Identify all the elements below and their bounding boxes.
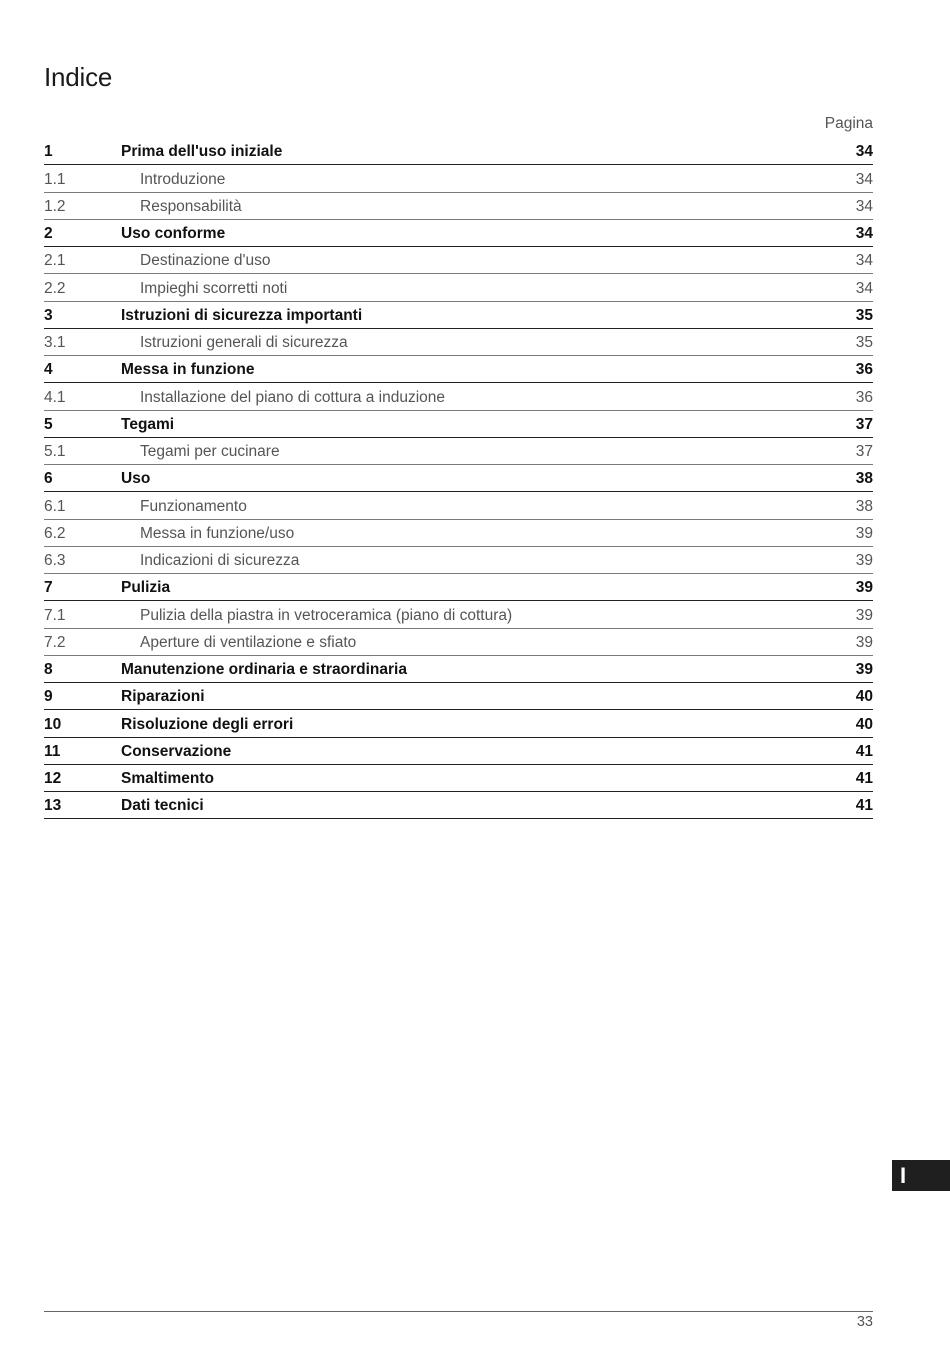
language-tab: I <box>892 1160 950 1191</box>
toc-entry-page: 34 <box>855 197 873 215</box>
toc-entry-title: Manutenzione ordinaria e straordinaria <box>121 661 407 678</box>
toc-chapter-row[interactable] <box>44 792 873 819</box>
toc-entry-number: 2.1 <box>44 252 66 270</box>
toc-entry-number: 9 <box>44 688 53 706</box>
toc-entry-title: Riparazioni <box>121 688 205 706</box>
toc-section-row[interactable] <box>44 492 873 519</box>
toc-entry-title: Impieghi scorretti noti <box>140 279 288 297</box>
toc-entry-page: 40 <box>855 688 873 706</box>
toc-section-row[interactable] <box>44 165 873 192</box>
toc-section-row[interactable] <box>44 193 873 220</box>
toc-entry-number: 10 <box>44 715 62 733</box>
toc-entry-title: Pulizia della piastra in vetroceramica (piano di cottura) <box>140 606 513 624</box>
toc-chapter-row[interactable] <box>44 656 873 683</box>
toc-entry-page: 39 <box>855 552 873 569</box>
toc-chapter-row[interactable] <box>44 465 873 492</box>
toc-entry-title: Uso <box>121 470 151 488</box>
toc-entry-number: 3 <box>44 306 53 324</box>
toc-entry-title: Aperture di ventilazione e sfiato <box>140 633 357 651</box>
toc-entry-number: 1.2 <box>44 197 66 215</box>
toc-section-row[interactable] <box>44 247 873 274</box>
toc-entry-number: 6.3 <box>44 552 66 569</box>
toc-entry-number: 6 <box>44 470 53 488</box>
toc-entry-number: 4.1 <box>44 388 66 406</box>
toc-entry-title: Funzionamento <box>140 497 247 515</box>
toc-entry-title: Istruzioni di sicurezza importanti <box>121 306 363 324</box>
page-column-header: Pagina <box>824 115 873 132</box>
toc-entry-number: 13 <box>44 797 62 815</box>
toc-entry-number: 8 <box>44 661 53 678</box>
toc-entry-title: Uso conforme <box>121 225 226 242</box>
toc-entry-page: 34 <box>855 279 873 297</box>
toc-entry-page: 39 <box>855 606 873 624</box>
toc-entry-page: 34 <box>855 225 873 242</box>
toc-section-row[interactable] <box>44 547 873 574</box>
toc-entry-title: Indicazioni di sicurezza <box>140 552 300 569</box>
page-title: Indice <box>44 62 113 92</box>
toc-entry-page: 40 <box>855 715 873 733</box>
toc-entry-title: Smaltimento <box>121 770 215 787</box>
toc-entry-title: Conservazione <box>121 742 232 760</box>
toc-entry-page: 35 <box>855 334 873 351</box>
toc-entry-title: Tegami per cucinare <box>140 443 280 460</box>
toc-entry-number: 7.2 <box>44 633 66 651</box>
toc-entry-title: Istruzioni generali di sicurezza <box>140 334 348 351</box>
toc-entry-page: 41 <box>855 770 873 787</box>
toc-entry-page: 39 <box>855 661 873 678</box>
toc-entry-page: 41 <box>855 797 873 815</box>
toc-entry-number: 5.1 <box>44 443 66 460</box>
toc-entry-number: 4 <box>44 361 53 379</box>
toc-section-row[interactable] <box>44 601 873 628</box>
toc-entry-number: 11 <box>44 742 61 760</box>
table-of-contents <box>44 138 873 819</box>
toc-section-row[interactable] <box>44 520 873 547</box>
toc-entry-page: 41 <box>855 742 873 760</box>
toc-entry-title: Destinazione d'uso <box>140 252 271 270</box>
toc-entry-page: 39 <box>855 524 873 542</box>
toc-section-row[interactable] <box>44 329 873 356</box>
footer-page-number: 33 <box>856 1314 873 1330</box>
toc-entry-title: Risoluzione degli errori <box>121 715 294 733</box>
toc-entry-title: Installazione del piano di cottura a induzione <box>140 388 446 406</box>
toc-entry-page: 34 <box>855 252 873 270</box>
toc-entry-page: 39 <box>855 633 873 651</box>
toc-entry-title: Pulizia <box>121 579 171 597</box>
toc-chapter-row[interactable] <box>44 574 873 601</box>
toc-chapter-row[interactable] <box>44 738 873 765</box>
toc-entry-title: Tegami <box>121 415 175 433</box>
toc-entry-number: 5 <box>44 415 53 433</box>
toc-entry-page: 37 <box>855 443 873 460</box>
toc-entry-number: 2 <box>44 225 53 242</box>
toc-section-row[interactable] <box>44 274 873 301</box>
toc-entry-page: 38 <box>855 470 873 488</box>
toc-entry-number: 1.1 <box>44 170 66 188</box>
toc-entry-page: 37 <box>855 415 873 433</box>
footer-divider <box>44 1311 873 1312</box>
toc-entry-number: 7.1 <box>44 606 66 624</box>
toc-entry-title: Dati tecnici <box>121 797 204 815</box>
toc-chapter-row[interactable] <box>44 356 873 383</box>
toc-entry-page: 35 <box>855 306 873 324</box>
toc-entry-page: 39 <box>855 579 873 597</box>
toc-entry-number: 3.1 <box>44 334 66 351</box>
toc-entry-number: 6.1 <box>44 497 66 515</box>
toc-entry-title: Introduzione <box>140 170 226 188</box>
toc-entry-title: Responsabilità <box>140 197 242 215</box>
toc-entry-number: 6.2 <box>44 524 66 542</box>
toc-entry-page: 36 <box>855 361 873 379</box>
toc-entry-number: 7 <box>44 579 53 597</box>
toc-chapter-row[interactable] <box>44 710 873 737</box>
toc-entry-page: 34 <box>855 170 873 188</box>
toc-chapter-row[interactable] <box>44 765 873 792</box>
toc-entry-title: Messa in funzione <box>121 361 255 379</box>
toc-section-row[interactable] <box>44 629 873 656</box>
toc-chapter-row[interactable] <box>44 220 873 247</box>
toc-chapter-row[interactable] <box>44 411 873 438</box>
toc-entry-number: 12 <box>44 770 62 787</box>
toc-entry-title: Messa in funzione/uso <box>140 524 295 542</box>
toc-chapter-row[interactable] <box>44 138 873 165</box>
toc-entry-page: 34 <box>855 143 873 161</box>
toc-chapter-row[interactable] <box>44 683 873 710</box>
toc-entry-title: Prima dell'uso iniziale <box>121 143 283 161</box>
toc-entry-number: 2.2 <box>44 279 66 297</box>
toc-chapter-row[interactable] <box>44 302 873 329</box>
toc-section-row[interactable] <box>44 383 873 410</box>
toc-entry-number: 1 <box>44 143 53 161</box>
toc-entry-page: 36 <box>855 388 873 406</box>
toc-section-row[interactable] <box>44 438 873 465</box>
toc-entry-page: 38 <box>855 497 873 515</box>
